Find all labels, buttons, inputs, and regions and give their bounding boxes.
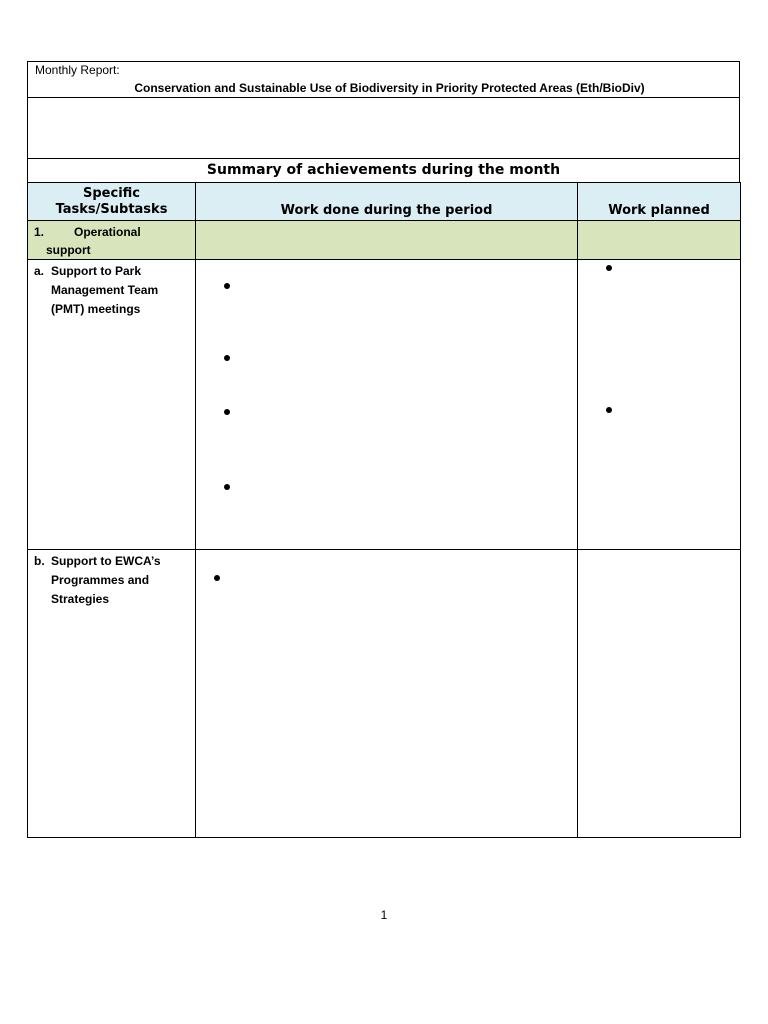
report-header (27, 61, 740, 98)
section-label-cell (28, 221, 196, 260)
work-planned-cell[interactable] (578, 550, 741, 838)
work-planned-cell[interactable] (578, 260, 741, 550)
table-row (28, 550, 741, 838)
bullet-icon (224, 283, 230, 289)
section-work-done-cell (196, 221, 578, 260)
task-label: Support to EWCA’s Programmes and Strategies (51, 554, 161, 606)
task-label: Support to Park Management Team (PMT) meetings (51, 264, 159, 316)
tasks-table (27, 182, 741, 838)
bullet-icon (224, 484, 230, 490)
section-work-planned-cell (578, 221, 741, 260)
task-letter: b. (34, 554, 45, 568)
work-done-cell[interactable] (196, 260, 578, 550)
section-label-line2: support (46, 243, 91, 257)
section-row (28, 221, 741, 260)
report-title: Conservation and Sustainable Use of Biodiversity in Priority Protected Areas (Eth/BioDiv) (134, 81, 645, 95)
bullet-icon (606, 407, 612, 413)
bullet-icon (224, 409, 230, 415)
section-label-line1: Operational (74, 225, 141, 239)
report-label: Monthly Report: (35, 63, 120, 77)
bullet-icon (224, 355, 230, 361)
task-cell (28, 550, 196, 838)
column-header-work-done: Work done during the period (196, 183, 578, 221)
table-row (28, 260, 741, 550)
bullet-icon (214, 575, 220, 581)
blank-section (27, 97, 740, 159)
task-cell (28, 260, 196, 550)
bullet-icon (606, 265, 612, 271)
column-header-tasks: Specific Tasks/Subtasks (28, 183, 196, 221)
summary-heading: Summary of achievements during the month (27, 158, 740, 183)
task-letter: a. (34, 264, 45, 278)
table-header-row (28, 183, 741, 221)
page-number: 1 (380, 908, 388, 922)
column-header-work-planned: Work planned (578, 183, 741, 221)
section-number: 1. (34, 225, 45, 239)
work-done-cell[interactable] (196, 550, 578, 838)
